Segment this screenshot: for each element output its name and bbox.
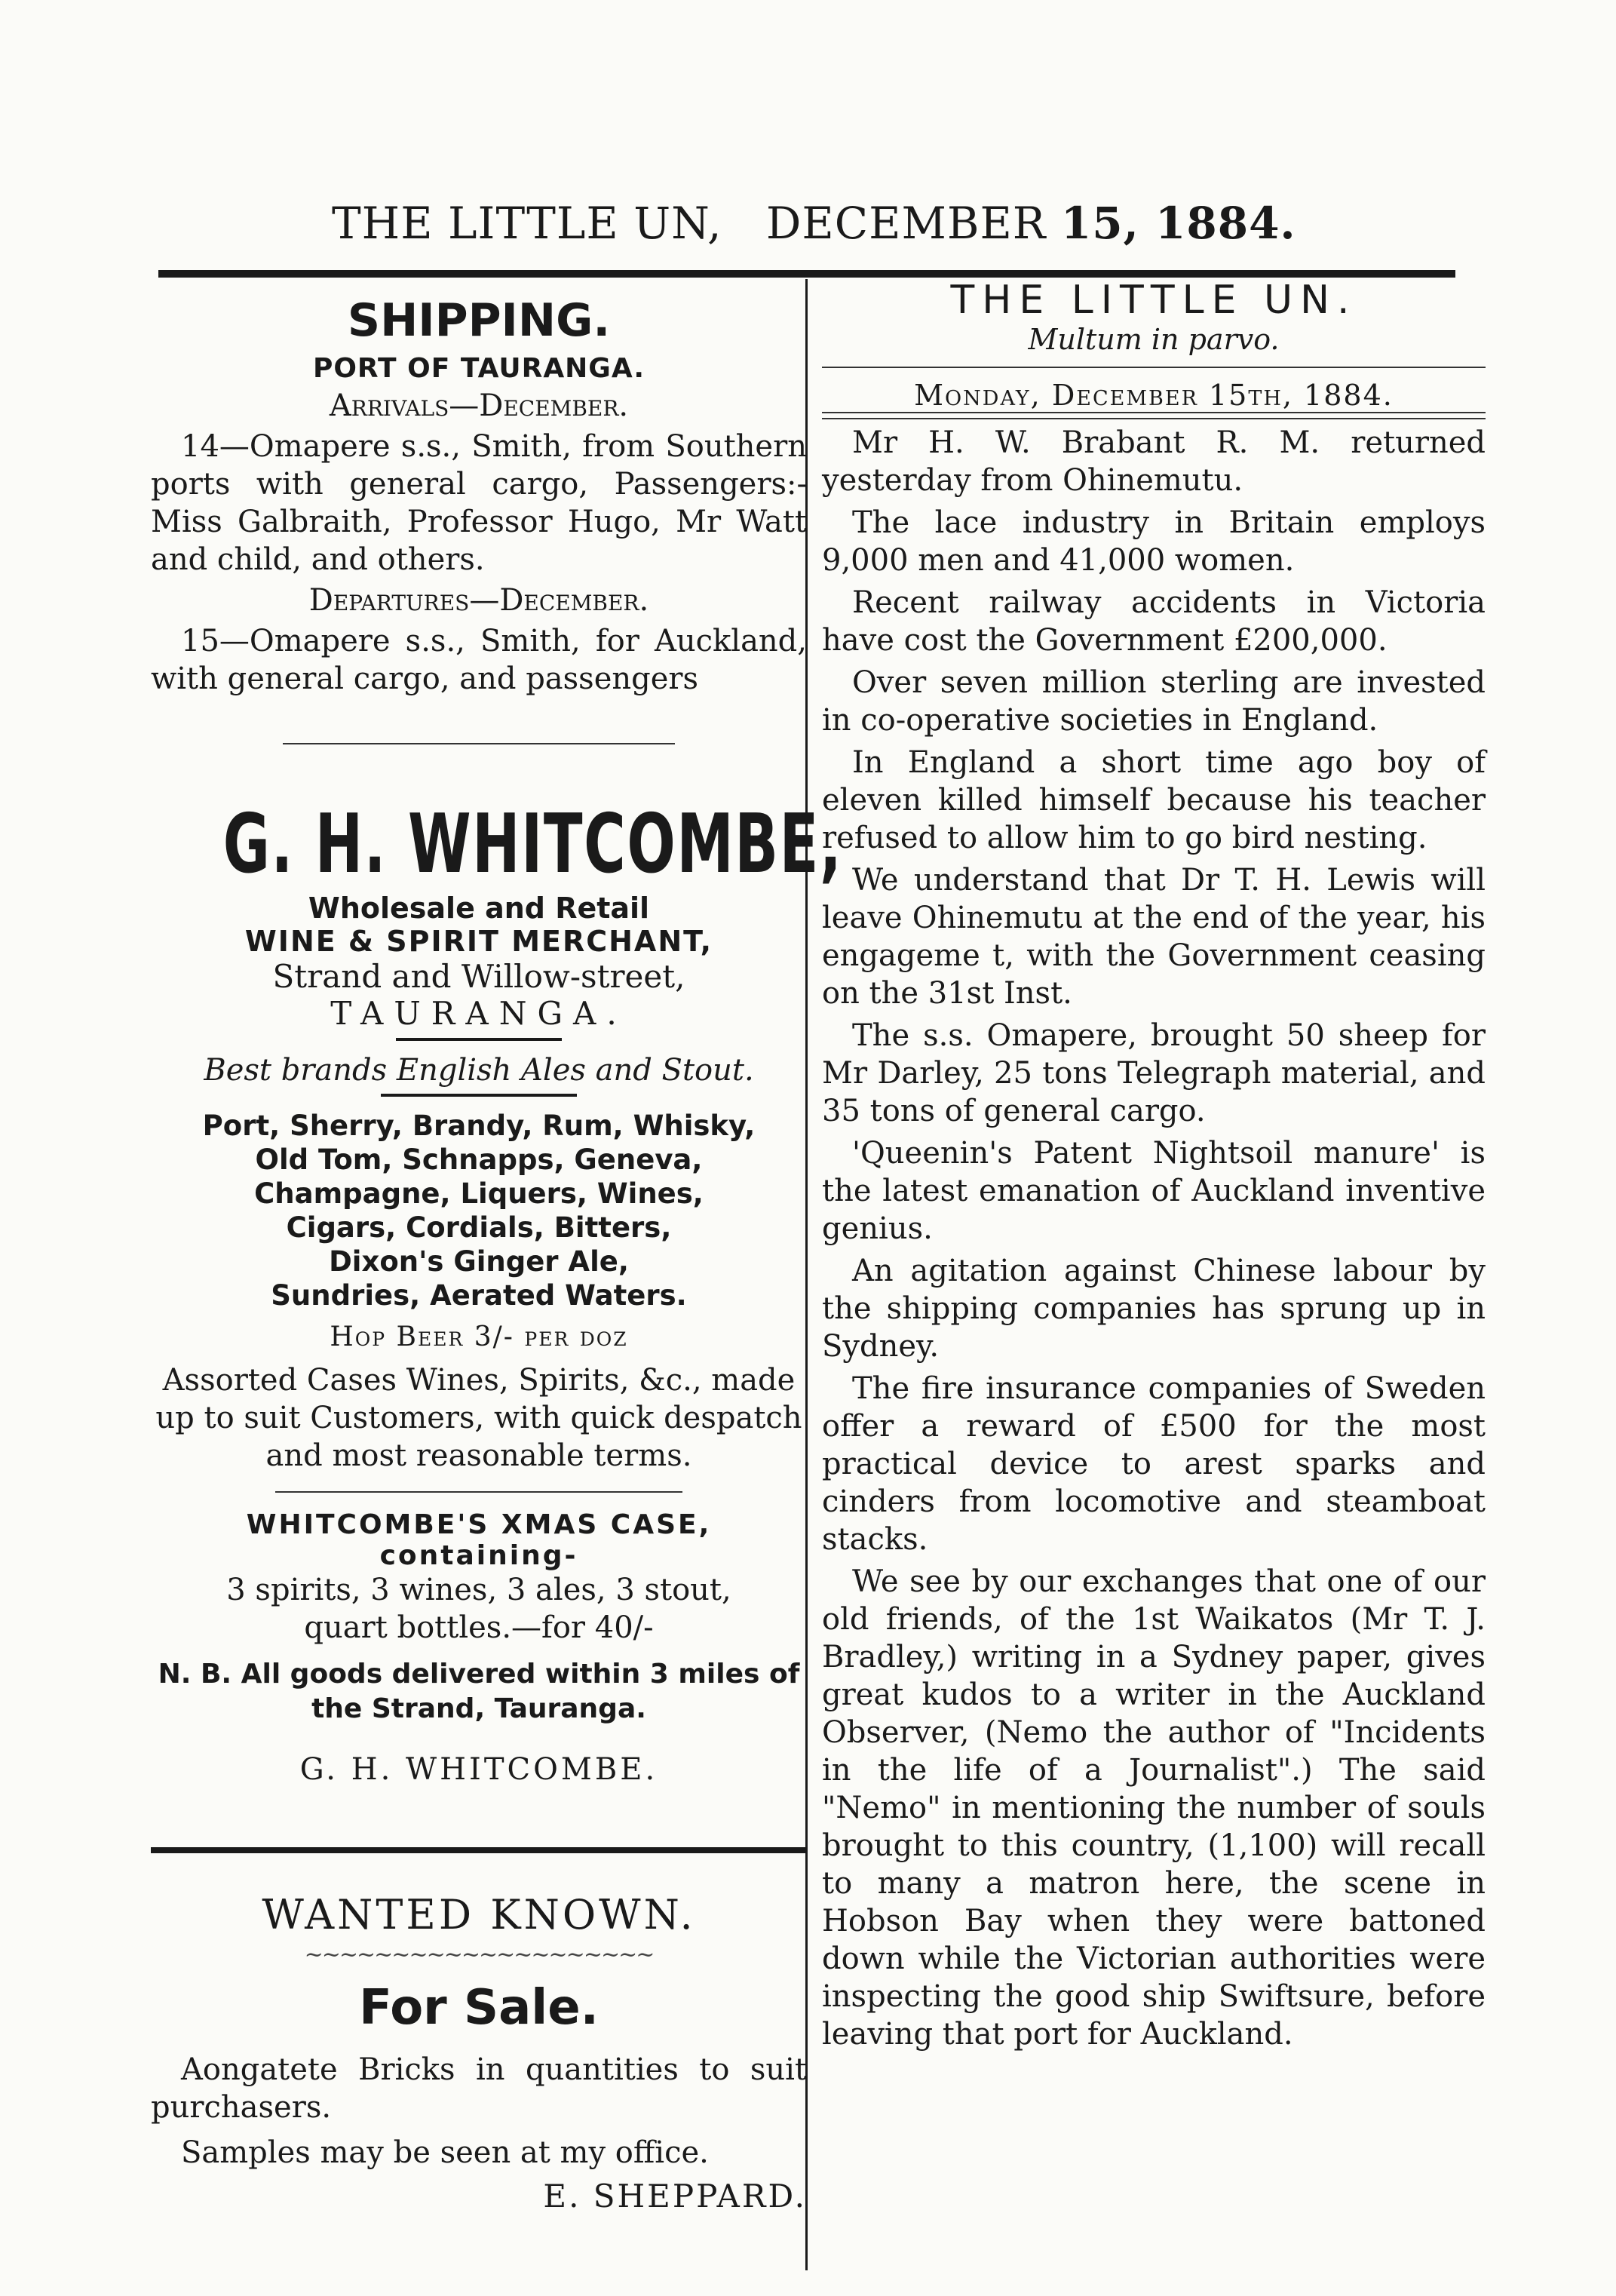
- product-line: Old Tom, Schnapps, Geneva,: [255, 1143, 703, 1176]
- departures-heading: Departures—December.: [308, 583, 649, 618]
- departures-text: 15—Omapere s.s., Smith, for Auckland, with general cargo, and passengers: [151, 624, 807, 696]
- news-item: We understand that Dr T. H. Lewis will leave Ohinemutu at the end of the year, his engageme t, with the Government ceasing on the 31st Inst.: [822, 863, 1486, 1011]
- delivery-note: N. B. All goods delivered within 3 miles of the Strand, Tauranga.: [158, 1659, 800, 1724]
- hop-beer: Hop Beer 3/- per doz: [330, 1321, 628, 1352]
- masthead-motto: Multum in parvo.: [1028, 323, 1280, 356]
- left-column: [151, 287, 843, 2215]
- section-divider: [283, 743, 675, 744]
- news-item: 'Queenin's Patent Nightsoil manure' is the latest emanation of Auckland inventive genius.: [822, 1136, 1486, 1246]
- news-item: Mr H. W. Brabant R. M. returned yesterday from Ohinemutu.: [822, 425, 1486, 498]
- news-item: An agitation against Chinese labour by the shipping companies has sprung up in Sydney.: [822, 1254, 1486, 1364]
- samples-text: Samples may be seen at my office.: [181, 2135, 709, 2170]
- news-item: In England a short time ago boy of eleven killed himself because his teacher refused to allow him to go bird nesting.: [822, 745, 1486, 855]
- product-line: Dixon's Ginger Ale,: [329, 1245, 629, 1278]
- publication-name: THE LITTLE UN,: [332, 198, 722, 249]
- wanted-known-title: WANTED KNOWN.: [262, 1891, 696, 1938]
- product-line: Cigars, Cordials, Bitters,: [286, 1211, 672, 1244]
- for-sale-title: For Sale.: [359, 1980, 599, 2036]
- right-column: [822, 279, 1486, 2058]
- arrivals-text: 14—Omapere s.s., Smith, from Southern ports with general cargo, Passengers:- Miss Galbraith, Professor Hugo, Mr Watt and child, and others.: [151, 429, 807, 577]
- merchant-title: WINE & SPIRIT MERCHANT,: [244, 925, 713, 958]
- header-date-year: 15, 1884.: [1060, 198, 1296, 249]
- merchant-town: TAURANGA.: [330, 995, 627, 1032]
- port-title: PORT OF TAURANGA.: [312, 353, 645, 384]
- news-item: The lace industry in Britain employs 9,000 men and 41,000 women.: [822, 505, 1486, 578]
- ad-divider: [381, 1094, 577, 1097]
- wholesale-retail: Wholesale and Retail: [308, 892, 650, 925]
- merchant-address: Strand and Willow-street,: [272, 958, 685, 995]
- best-brands: Best brands English Ales and Stout.: [204, 1053, 754, 1088]
- for-sale-text: Aongatete Bricks in quantities to suit purchasers.: [151, 2052, 807, 2125]
- news-items: [822, 424, 1486, 2053]
- merchant-name: G. H. WHITCOMBE,: [222, 797, 843, 892]
- xmas-case-title: WHITCOMBE'S XMAS CASE,: [246, 1509, 712, 1540]
- masthead-rule: [822, 367, 1486, 368]
- dateline-rule: [822, 412, 1486, 419]
- header-date: DECEMBER: [765, 198, 1047, 249]
- page-header: [332, 198, 1463, 249]
- product-list: [151, 1109, 807, 1312]
- news-item: The fire insurance companies of Sweden offer a reward of £500 for the most practical device to arest sparks and cinders from locomotive and steamboat stacks.: [822, 1371, 1486, 1557]
- product-line: Sundries, Aerated Waters.: [271, 1279, 687, 1312]
- xmas-contents: 3 spirits, 3 wines, 3 ales, 3 stout, quart bottles.—for 40/-: [226, 1573, 731, 1645]
- wavy-ornament: ~~~~~~~~~~~~~~~~~~~~: [304, 1941, 654, 1968]
- assorted-cases: Assorted Cases Wines, Spirits, &c., made up to suit Customers, with quick despatch and most reasonable terms.: [155, 1363, 802, 1473]
- news-item: Recent railway accidents in Victoria have cost the Government £200,000.: [822, 585, 1486, 658]
- ad-divider: [275, 1491, 682, 1493]
- header-rule: [158, 270, 1455, 278]
- product-line: Port, Sherry, Brandy, Rum, Whisky,: [202, 1110, 756, 1142]
- sheppard-signature: E. SHEPPARD.: [543, 2178, 807, 2215]
- xmas-containing: containing-: [379, 1540, 578, 1571]
- merchant-signature: G. H. WHITCOMBE.: [299, 1752, 658, 1787]
- shipping-title: SHIPPING.: [347, 294, 611, 347]
- masthead-title: THE LITTLE UN.: [950, 278, 1357, 323]
- dateline: Monday, December 15th, 1884.: [914, 379, 1394, 412]
- news-item: Over seven million sterling are invested in co-operative societies in England.: [822, 665, 1486, 738]
- product-line: Champagne, Liquers, Wines,: [254, 1177, 704, 1210]
- section-rule: [151, 1847, 807, 1853]
- ad-divider: [396, 1038, 562, 1041]
- news-item: We see by our exchanges that one of our old friends, of the 1st Waikatos (Mr T. J. Bradley,) writing in a Sydney paper, gives great kudos to a writer in the Auckland Observer, (Nemo the author of "Incidents in the life of a Journalist".) The said "Nemo" in mentioning the number of souls brought to this country, (1,100) will recall to many a matron here, the scene in Hobson Bay when they were battoned down while the Victorian authorities were inspecting the good ship Swiftsure, before leaving that port for Auckland.: [822, 1564, 1486, 2052]
- arrivals-heading: Arrivals—December.: [329, 388, 629, 423]
- news-item: The s.s. Omapere, brought 50 sheep for Mr Darley, 25 tons Telegraph material, and 35 tons of general cargo.: [822, 1018, 1486, 1128]
